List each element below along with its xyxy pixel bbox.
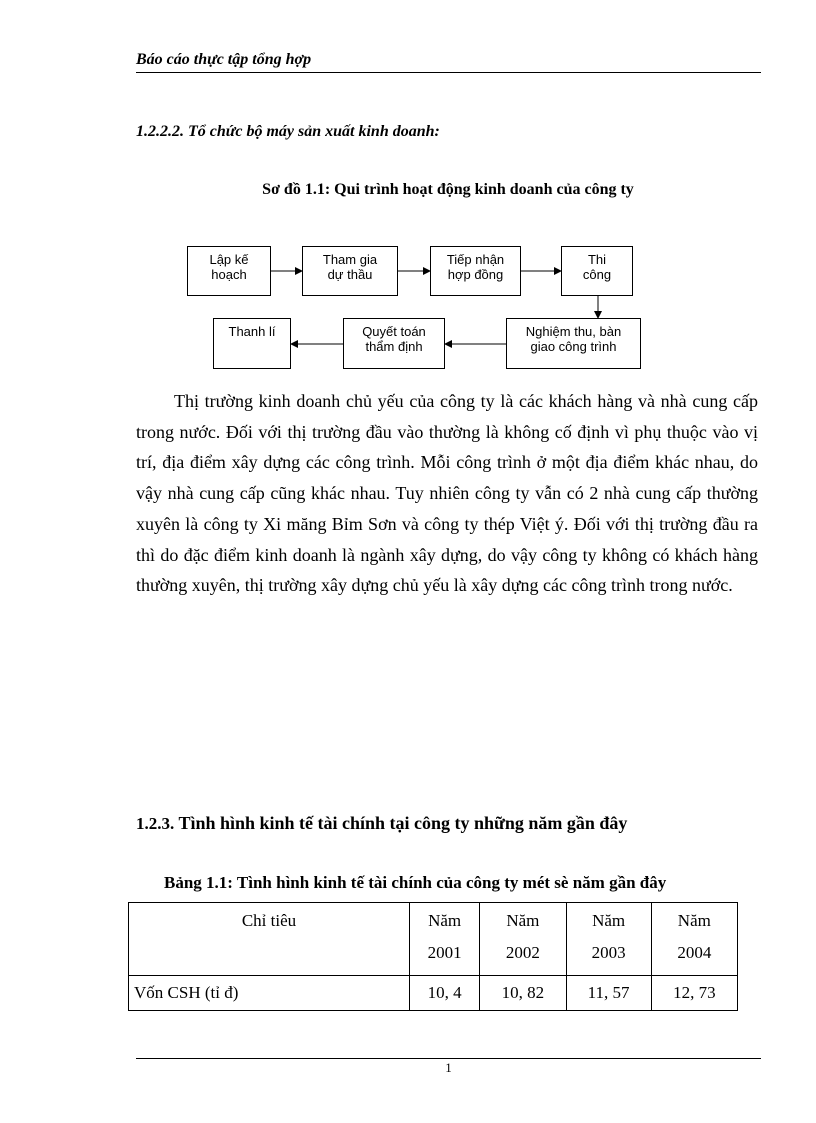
subsection-heading	[136, 811, 627, 836]
flow-step-bid	[302, 246, 398, 296]
diagram-caption: Sơ đồ 1.1: Qui trình hoạt động kinh doanh của công ty	[262, 181, 634, 198]
flow-step-text: Quyết toán	[362, 324, 426, 339]
row-label: Vốn CSH (tỉ đ)	[129, 976, 410, 1011]
flow-step-contract	[430, 246, 521, 296]
flow-step-settlement	[343, 318, 445, 369]
flow-step-text: hợp đồng	[447, 267, 504, 282]
year-word: Năm	[428, 911, 462, 930]
row-value: 10, 4	[410, 976, 480, 1011]
year-value: 2001	[427, 943, 462, 962]
flow-step-construction	[561, 246, 633, 296]
table-row	[129, 976, 738, 1011]
year-value: 2004	[677, 943, 712, 962]
row-value: 11, 57	[566, 976, 651, 1011]
flow-step-text: dự thầu	[327, 267, 373, 282]
flow-step-text: giao công trình	[530, 339, 617, 354]
subsection-number: 1.2.3.	[136, 814, 175, 833]
header-indicator: Chỉ tiêu	[129, 903, 410, 976]
flow-step-text: công	[582, 267, 612, 282]
flow-step-text: Tiếp nhận	[446, 252, 505, 267]
page-number: 1	[445, 1060, 452, 1075]
flow-step-text: Nghiệm thu, bàn	[525, 324, 622, 339]
header-year	[651, 903, 737, 976]
subsection-title: Tình hình kinh tế tài chính tại công ty những năm gần đây	[178, 813, 628, 833]
flow-step-text: Tham gia	[322, 252, 378, 267]
table-header-row	[129, 903, 738, 976]
footer-divider	[136, 1058, 761, 1059]
header-year	[480, 903, 566, 976]
header-year	[410, 903, 480, 976]
row-value: 12, 73	[651, 976, 737, 1011]
row-value: 10, 82	[480, 976, 566, 1011]
financial-table	[128, 902, 738, 1011]
flow-step-liquidation	[213, 318, 291, 369]
year-word: Năm	[506, 911, 540, 930]
section-heading: 1.2.2.2. Tổ chức bộ máy sản xuất kinh doanh:	[136, 123, 440, 140]
flow-step-plan	[187, 246, 271, 296]
year-value: 2002	[505, 943, 540, 962]
year-value: 2003	[591, 943, 626, 962]
year-word: Năm	[592, 911, 626, 930]
flow-step-text: thẩm định	[365, 339, 423, 354]
flow-step-text: hoạch	[211, 267, 247, 282]
flow-step-text: Lập kế	[209, 252, 249, 267]
body-paragraph: Thị trường kinh doanh chủ yếu của công ty là các khách hàng và nhà cung cấp trong nước. Đối với thị trường đầu vào thường là không cố định vì phụ thuộc vào vị trí, địa điểm xây dựng các công trình. Mỗi công trình ở một địa điểm khác nhau, do vậy nhà cung cấp cũng khác nhau. Tuy nhiên công ty vẫn có 2 nhà cung cấp thường xuyên là công ty Xi măng Bỉm Sơn và công ty thép Việt ý. Đối với thị trường đầu ra thì do đặc điểm kinh doanh là ngành xây dựng, do vậy công ty không có khách hàng thường xuyên, thị trường xây dựng chủ yếu là xây dựng các công trình trong nước.	[136, 391, 758, 596]
flow-step-text: Thi	[587, 252, 607, 267]
page-header-title: Báo cáo thực tập tổng hợp	[136, 51, 312, 68]
table-caption: Bảng 1.1: Tình hình kinh tế tài chính của công ty mét sè năm gần đây	[164, 873, 667, 892]
flow-step-acceptance	[506, 318, 641, 369]
flow-step-text: Thanh lí	[228, 324, 276, 339]
year-word: Năm	[677, 911, 711, 930]
header-year	[566, 903, 651, 976]
